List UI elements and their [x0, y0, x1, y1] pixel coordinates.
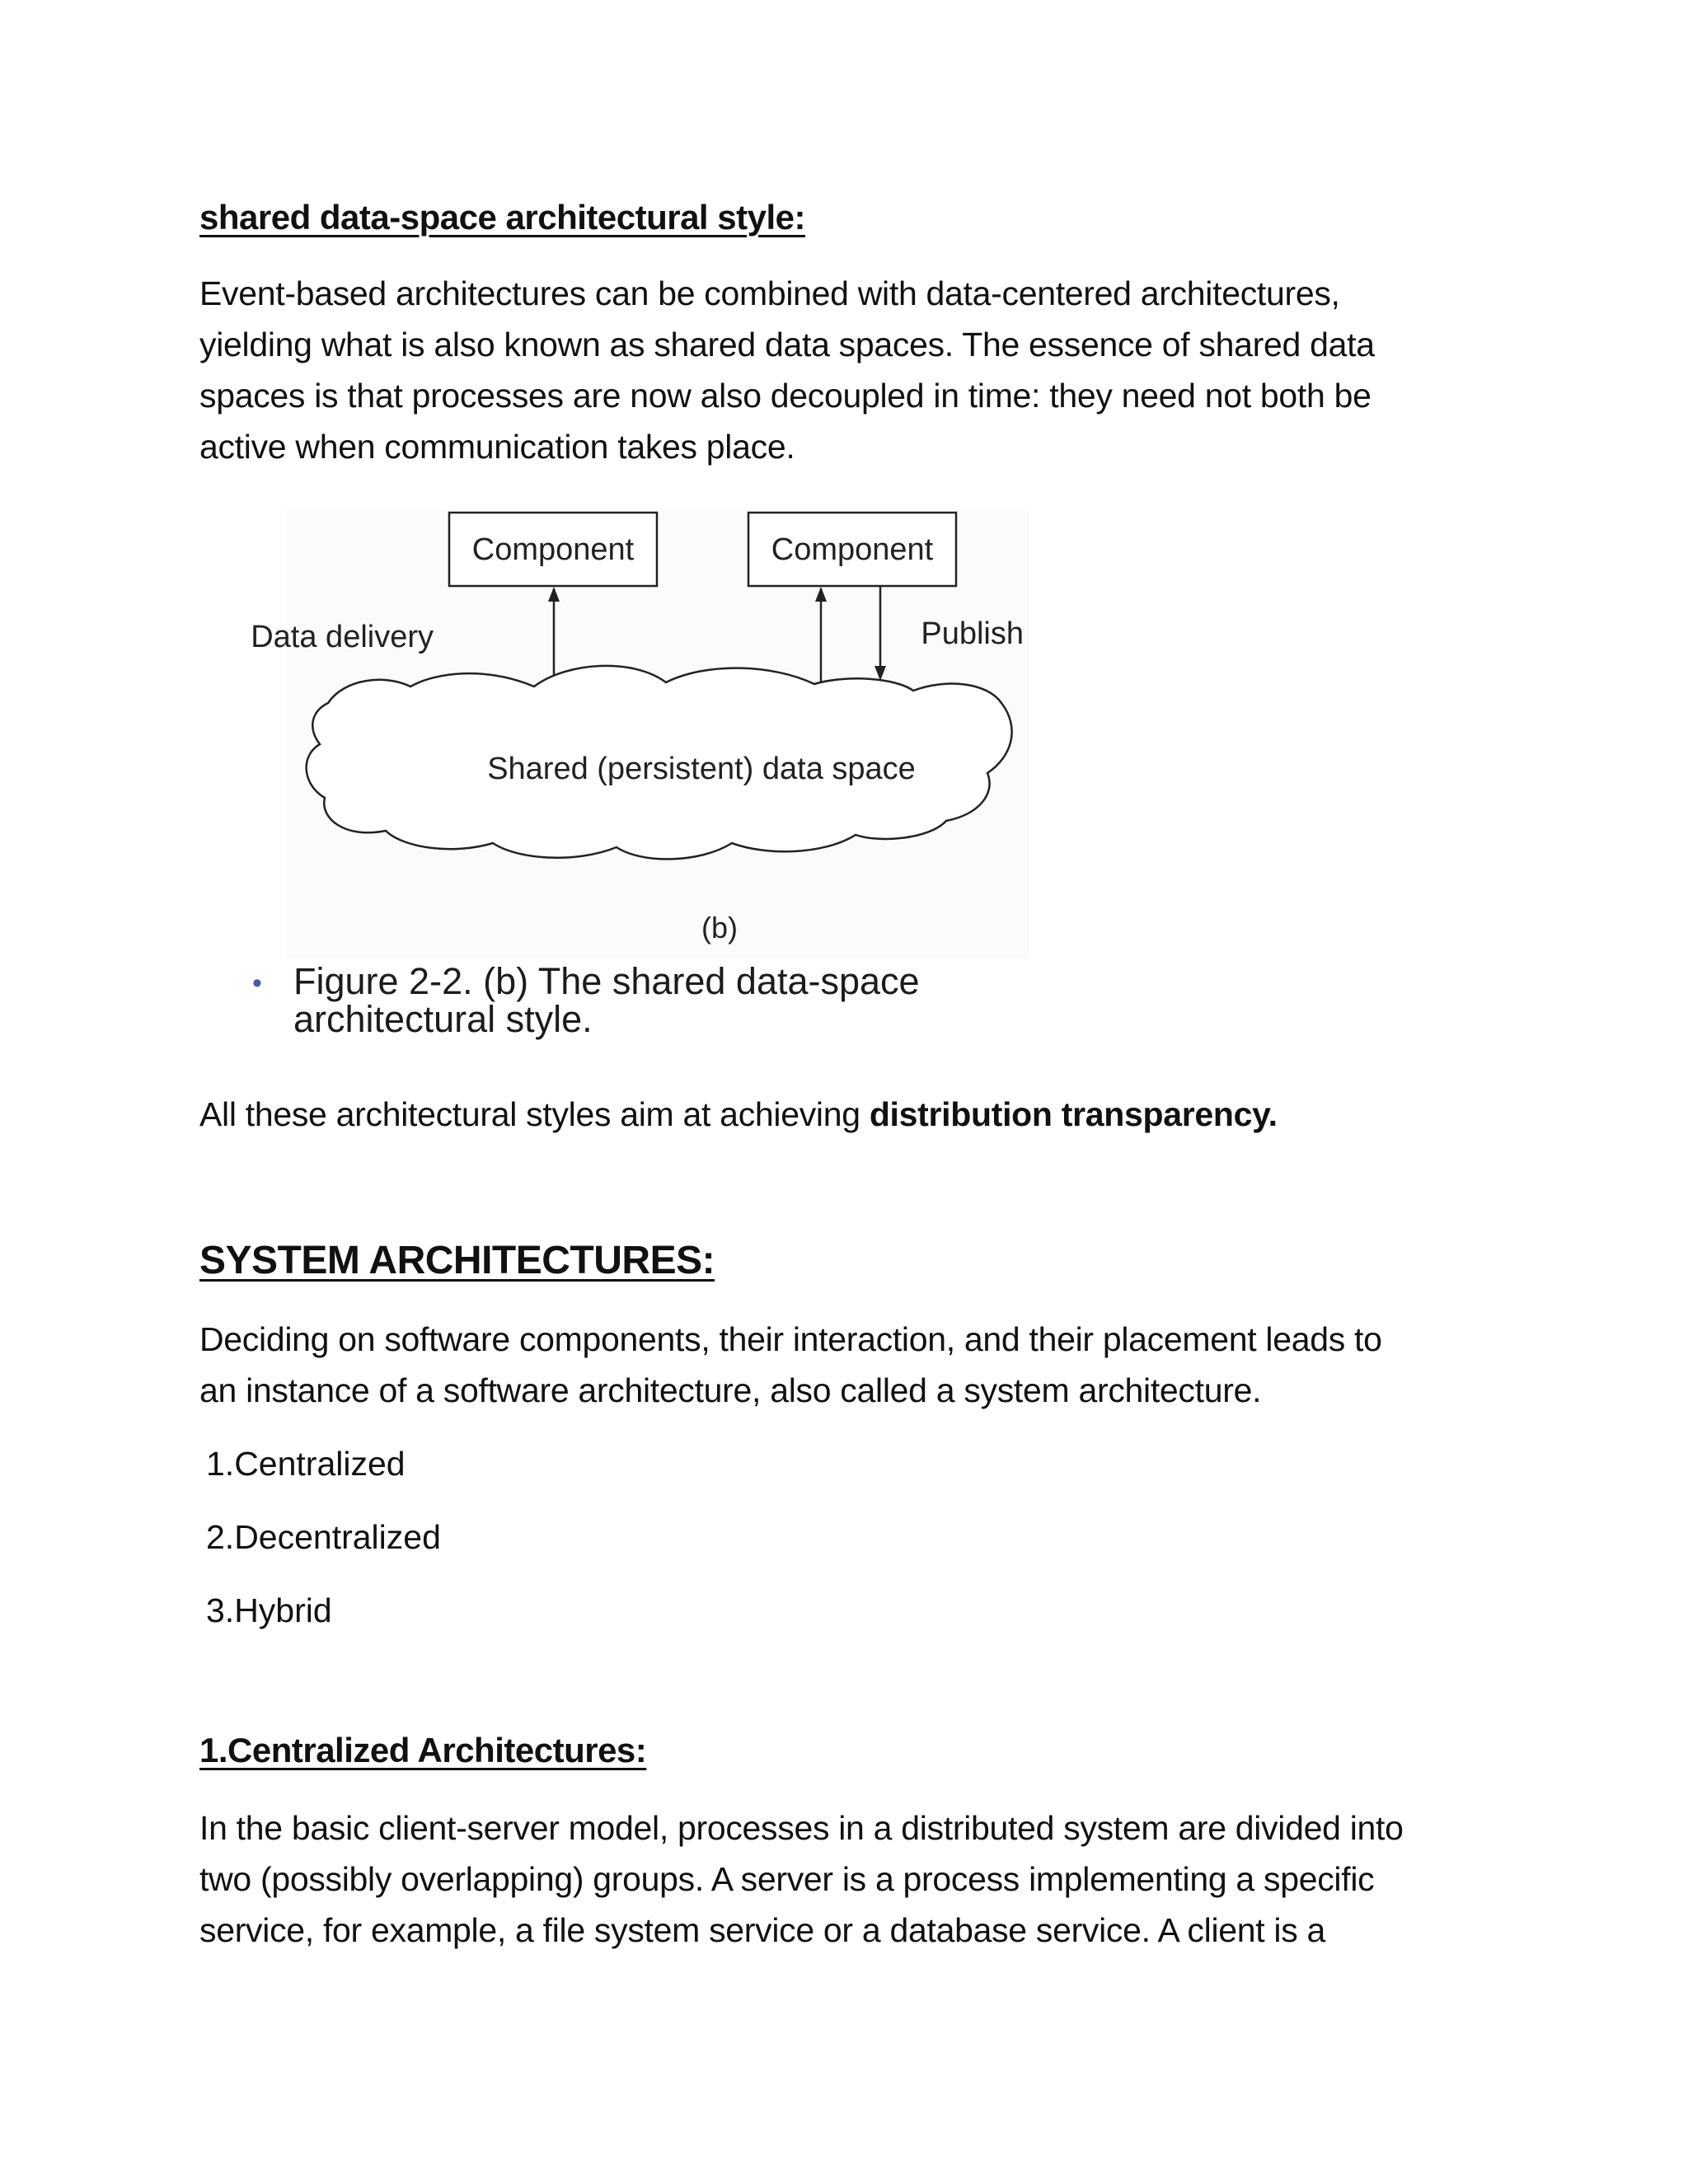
- publish-label: Publish: [921, 616, 1024, 651]
- paragraph-line: yielding what is also known as shared data spaces. The essence of shared data: [199, 326, 1375, 363]
- list-item-centralized: 1.Centralized: [206, 1445, 406, 1483]
- section-heading-system-architectures: SYSTEM ARCHITECTURES:: [199, 1239, 715, 1282]
- caption-line: architectural style.: [293, 998, 593, 1040]
- section-heading-shared-data-space: shared data-space architectural style:: [199, 198, 805, 237]
- paragraph-line: service, for example, a file system service or a database service. A client is a: [199, 1911, 1326, 1949]
- retrieve-arrowhead: [815, 587, 827, 602]
- data-delivery-label: Data delivery: [251, 620, 434, 654]
- transparency-text: All these architectural styles aim at achieving: [199, 1095, 870, 1133]
- component-left-label: Component: [471, 532, 635, 567]
- paragraph-line: an instance of a software architecture, also called a system architecture.: [199, 1371, 1262, 1409]
- paragraph-line: Deciding on software components, their interaction, and their placement leads to: [199, 1320, 1382, 1358]
- paragraph-line: two (possibly overlapping) groups. A server is a process implementing a specific: [199, 1860, 1375, 1898]
- paragraph-line: In the basic client-server model, processes in a distributed system are divided into: [199, 1809, 1404, 1847]
- paragraph-line: Event-based architectures can be combined with data-centered architectures,: [199, 274, 1340, 312]
- cloud-label: Shared (persistent) data space: [487, 752, 916, 786]
- component-right-label: Component: [771, 532, 934, 567]
- system-architectures-paragraph: [199, 1314, 1518, 1416]
- figure-sub-label: (b): [701, 911, 738, 944]
- transparency-emphasis: distribution transparency.: [869, 1095, 1278, 1133]
- figure-diagram: [251, 509, 1029, 958]
- list-item-decentralized: 2.Decentralized: [206, 1518, 441, 1556]
- shared-data-space-figure: [251, 509, 1029, 958]
- transparency-paragraph: [199, 1089, 1518, 1140]
- paragraph-line: spaces is that processes are now also decoupled in time: they need not both be: [199, 377, 1372, 415]
- bullet-icon: •: [252, 968, 262, 999]
- section-heading-centralized: 1.Centralized Architectures:: [199, 1731, 647, 1769]
- data-delivery-arrowhead: [548, 587, 560, 602]
- caption-line: Figure 2-2. (b) The shared data-space: [293, 960, 920, 1002]
- paragraph-line: active when communication takes place.: [199, 428, 795, 466]
- caption-text: [293, 960, 1035, 1040]
- list-item-hybrid: 3.Hybrid: [206, 1591, 332, 1629]
- intro-paragraph: [199, 268, 1518, 472]
- centralized-paragraph: [199, 1802, 1518, 1956]
